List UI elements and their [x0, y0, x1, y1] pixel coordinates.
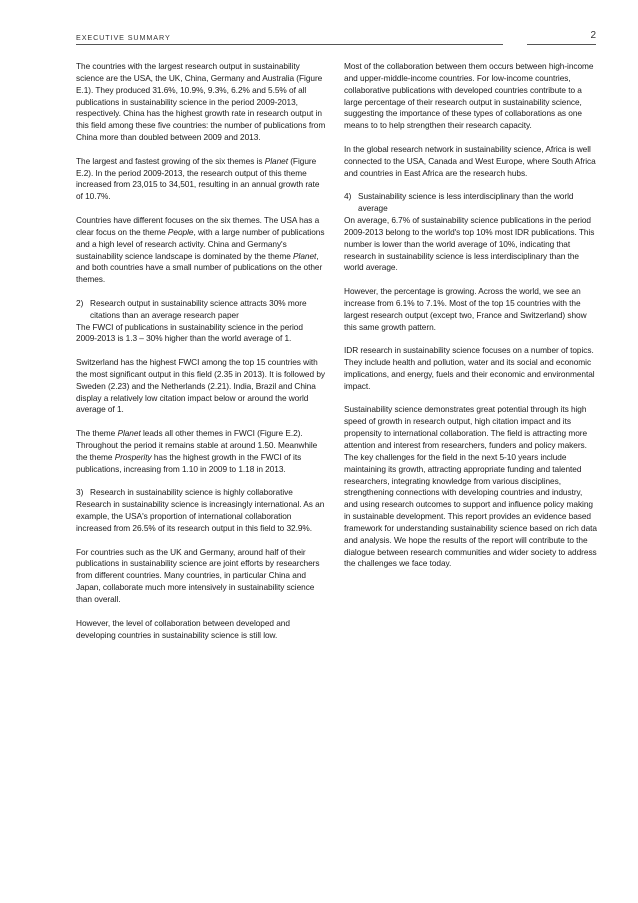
- section-heading-3: [76, 487, 326, 499]
- paragraph: Research in sustainability science is increasingly international. As an example, the USA's proportion of international collaboration increased from 26.5% of its research output in this field to 32.9%.: [76, 499, 325, 533]
- section-heading-4: [344, 191, 597, 215]
- paragraph: On average, 6.7% of sustainability science publications in the period 2009-2013 belong to the world's top 10% most IDR publications. This number is lower than the world average of 10%, indicating that research in sustainability science is less interdisciplinary than the world average.: [344, 214, 595, 273]
- paragraph: Switzerland has the highest FWCI among the top 15 countries with the most significant output in this field (2.35 in 2013). It is followed by Sweden (2.23) and the Netherlands (2.21). India, Brazil and China display a relatively low citation impact below or around the world average of 1.: [76, 357, 325, 415]
- paragraph: The largest and fastest growing of the six themes is Planet (Figure E.2). In the period 2009-2013, the research output of this theme increased from 23,015 to 34,501, resulting in an annual growth rate of 10.7%.: [76, 155, 320, 202]
- paragraph: IDR research in sustainability science focuses on a number of topics. They include health and pollution, water and its social and economic implications, and energy, fuels and their economic and environmental impact.: [344, 345, 595, 391]
- right-column: [344, 61, 597, 582]
- paragraph: Most of the collaboration between them occurs between high-income and upper-middle-income countries. For low-income countries, collaborative publications with developed countries contribute to a large percentage of their research output in sustainability science, suggesting the importance of these types of collaborations as one means to to help strengthen their research capacity.: [344, 61, 594, 131]
- section-label: EXECUTIVE SUMMARY: [76, 33, 171, 42]
- section-number: 4): [344, 191, 352, 202]
- paragraph: The countries with the largest research output in sustainability science are the USA, the UK, China, Germany and Australia (Figure E.1). They produced 31.6%, 10.9%, 9.3%, 6.2% and 5.5% of all publications in sustainability science in the period 2009-2013, respectively. China has the highest growth rate in research output in this field among these five countries: the number of publications from China more than doubled between 2009 and 2013.: [76, 61, 326, 143]
- section-title: Research output in sustainability science attracts 30% more citations than an average research paper: [90, 297, 307, 320]
- section-title: Research in sustainability science is highly collaborative: [90, 487, 293, 498]
- paragraph: Sustainability science demonstrates great potential through its high speed of growth in research output, high citation impact and its propensity to international collaboration. The field is attracting more attention and interest from researchers, funders and policy makers. The key challenges for the field in the next 5-10 years include maintaining its growth, attracting appropriate funding and talented researchers, integrating knowledge from various disciplines, strengthening connections with developing countries and industry, and using research outcomes to support and influence policy making in sustainable development. This report provides an evidence based framework for understanding sustainability science based on rich data and analysis. We hope the results of the report will contribute to the dialogue between research communities and wider society to address the challenges we face today.: [344, 404, 597, 569]
- section-title: Sustainability science is less interdisciplinary than the world average: [358, 191, 574, 214]
- paragraph: The theme Planet leads all other themes in FWCI (Figure E.2). Throughout the period it remains stable at around 1.50. Meanwhile the theme Prosperity has the highest growth in the FWCI of its publications, increasing from 1.10 in 2009 to 1.18 in 2013.: [76, 428, 318, 474]
- paragraph: For countries such as the UK and Germany, around half of their publications in sustainability science are joint efforts by researchers from different countries. Many countries, in particular China and Japan, collaborate much more intensively in sustainability science than overall.: [76, 546, 320, 604]
- page-number: 2: [590, 30, 596, 41]
- section-heading-2: [76, 298, 326, 322]
- paragraph: However, the level of collaboration between developed and developing countries in sustainability science is still low.: [76, 617, 290, 640]
- paragraph: The FWCI of publications in sustainability science in the period 2009-2013 is 1.3 – 30% higher than the world average of 1.: [76, 321, 303, 344]
- paragraph: In the global research network in sustainability science, Africa is well connected to the USA, Canada and West Europe, where South Africa and countries in East Africa are the research hubs.: [344, 143, 596, 178]
- header-rule-short: [527, 44, 596, 45]
- section-number: 3): [76, 487, 84, 498]
- paragraph: Countries have different focuses on the six themes. The USA has a clear focus on the theme People, with a large number of publications and a high level of research activity. China and Germany's sustainability science landscape is dominated by the theme Planet, and both countries have a small number of publications on the other themes.: [76, 214, 325, 285]
- paragraph: However, the percentage is growing. Across the world, we see an increase from 6.1% to 7.1%. Most of the top 15 countries with the largest research output (except two, France and Switzerland) show this same growth pattern.: [344, 286, 587, 332]
- section-number: 2): [76, 297, 84, 308]
- header-rule: [76, 44, 503, 45]
- left-column: [76, 61, 326, 653]
